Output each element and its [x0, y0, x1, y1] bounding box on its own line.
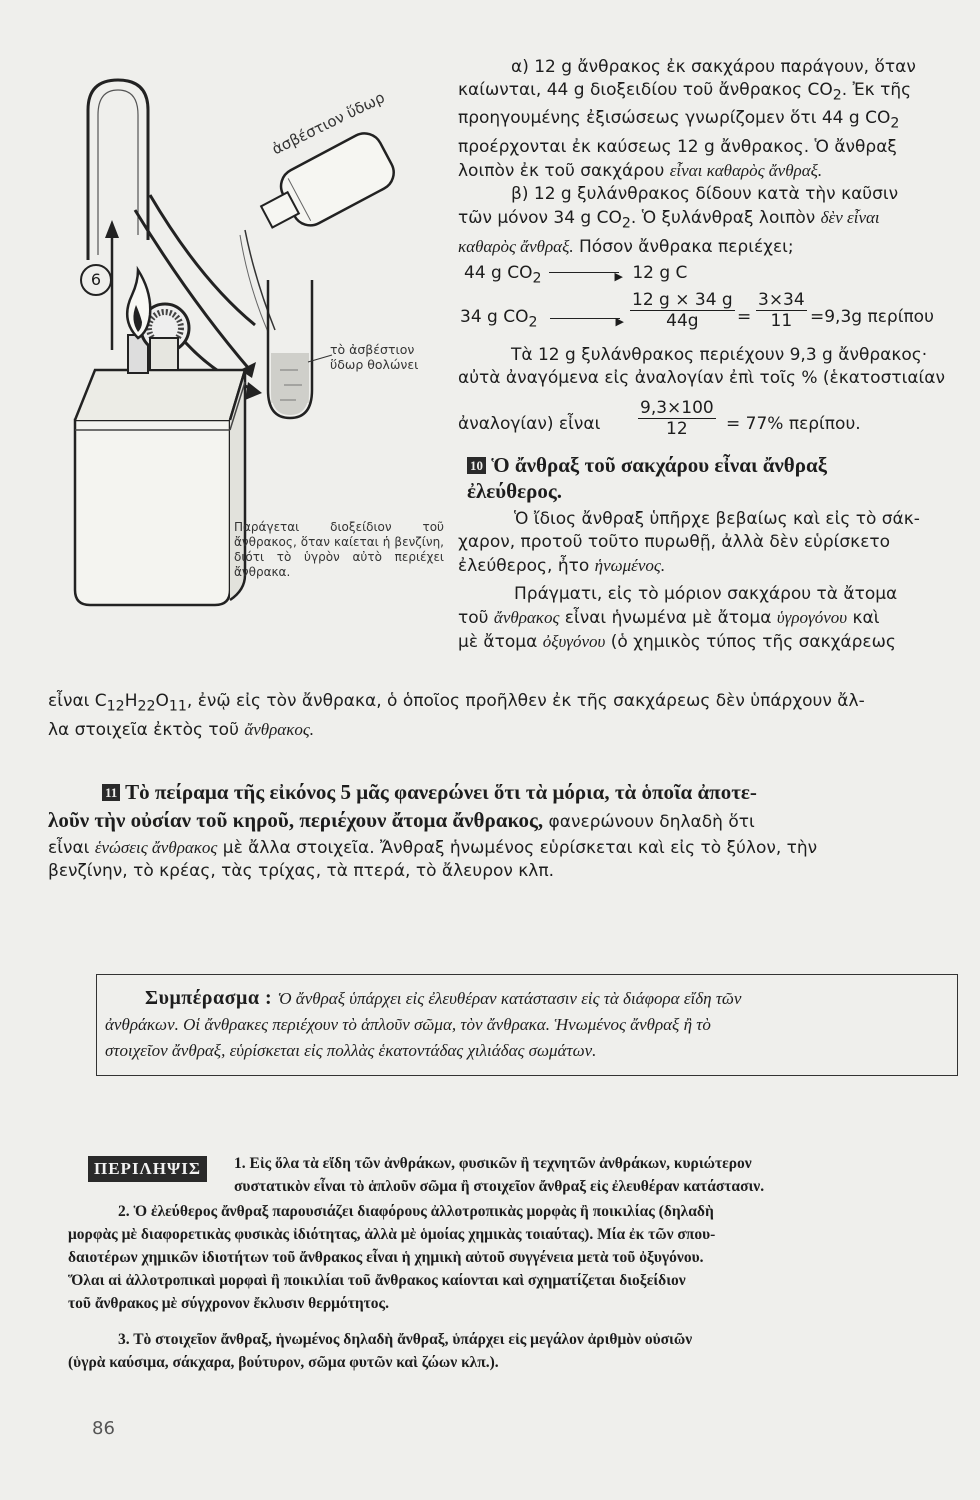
s10-line8-b: ἄνθρακος.	[244, 720, 315, 740]
s10-line5-e: καὶ	[847, 608, 880, 628]
label-lime-water-text: ἀσβέστιον ὕδωρ	[269, 88, 388, 159]
summary-item-1	[234, 1152, 969, 1198]
conclusion-box	[96, 974, 958, 1076]
para-a-line1: α) 12 g ἄνθρακος ἐκ σακχάρου παράγουν, ὅταν	[511, 57, 916, 77]
s10-line5-c: εἶναι ἡνωμένα μὲ ἄτομα	[559, 608, 777, 628]
equals-sign: =	[737, 307, 752, 327]
para-a-line2-end: . Ἐκ τῆς	[841, 80, 912, 100]
calc-row-2	[460, 290, 965, 340]
subscript: 2	[832, 87, 842, 104]
s10-line3	[458, 554, 965, 578]
para-b-line2-text: τῶν μόνον 34 g CO	[458, 208, 622, 228]
fraction-2-numerator: 3×34	[758, 290, 805, 310]
calc-row2-left: 34 g CO	[460, 307, 529, 327]
para-b-line1: β) 12 g ξυλάνθρακος δίδουν κατὰ τὴν καῦσιν	[511, 184, 899, 204]
calc-row1-right: 12 g C	[632, 263, 688, 283]
summary-label: ΠΕΡΙΛΗΨΙΣ	[88, 1156, 207, 1182]
arrow-right-icon: ▶	[549, 272, 619, 273]
s10-line7	[48, 690, 968, 718]
figure-number: 6	[90, 270, 102, 289]
summary-item-2	[68, 1200, 968, 1315]
para-a-line5	[458, 159, 963, 183]
paragraph-b	[458, 183, 963, 259]
para-c-line2: αὐτὰ ἀναγόμενα εἰς ἀναλογίαν ἐπὶ τοῖς % (ἑκατοστιαίαν	[458, 368, 945, 388]
fraction-2	[756, 290, 807, 331]
s10-line2: χαρον, προτοῦ τοῦτο πυρωθῇ, ἀλλὰ δὲν εὑρίσκετο	[458, 532, 891, 552]
arrow-right-icon: ▶	[550, 318, 620, 319]
s10-line6-b: ὀξυγόνου	[542, 632, 606, 651]
calc-row2-left-wrap	[460, 306, 538, 334]
summary-item-3-line1: 3. Τὸ στοιχεῖον ἄνθραξ, ἡνωμένος δηλαδὴ ἄνθραξ, ὑπάρχει εἰς μεγάλον ἀριθμὸν οὐσιῶν	[118, 1331, 693, 1348]
s11-line1	[48, 778, 968, 806]
para-c-line3-end: = 77% περίπου.	[726, 414, 861, 434]
conclusion-line1-text: Ὁ ἄνθραξ ὑπάρχει εἰς ἐλευθέραν κατάστασιν εἰς τὰ διάφορα εἴδη τῶν	[277, 989, 742, 1008]
para-b-line2-mid: . Ὁ ξυλάνθραξ λοιπὸν	[630, 208, 821, 228]
summary-item-3-line2: (ὑγρὰ καύσιμα, σάκχαρα, βούτυρον, σῶμα φυτῶν καὶ ζώων κλπ.).	[68, 1354, 499, 1371]
paragraph-a	[458, 56, 963, 183]
fraction-1-denominator: 44g	[666, 311, 699, 331]
s10-line6-a: μὲ ἄτομα	[458, 632, 543, 652]
s10-line7-a: εἶναι C	[48, 691, 107, 711]
fraction-percent-denominator: 12	[666, 419, 688, 439]
s10-line3-italic: ἡνωμένος.	[594, 556, 666, 575]
section-number-badge: 10	[467, 457, 486, 474]
section-10-heading	[467, 452, 967, 504]
summary-item-2-line3: δαιοτέρων χημικῶν ἰδιοτήτων τοῦ ἄνθρακος εἶναι ἡ χημικὴ αὐτοῦ συγγένεια μετὰ τοῦ ὀξυγόνου.	[68, 1249, 704, 1266]
conclusion-line2: ἀνθράκων. Οἱ ἄνθρακες περιέχουν τὸ ἁπλοῦν σῶμα, τὸν ἄνθρακα. Ἡνωμένος ἄνθραξ ἢ τὸ	[105, 1015, 711, 1034]
fraction-1	[630, 290, 735, 331]
s10-line6	[458, 630, 965, 654]
s11-line1-text: Τὸ πείραμα τῆς εἰκόνος 5 μᾶς φανερώνει ὅτι τὰ μόρια, τὰ ὁποῖα ἀποτε-	[125, 780, 757, 804]
s10-line1: Ὁ ἴδιος ἄνθραξ ὑπῆρχε βεβαίως καὶ εἰς τὸ σάκ-	[514, 509, 920, 529]
s11-line3	[48, 836, 968, 860]
s11-line2-bold: λοῦν τὴν οὐσίαν τοῦ κηροῦ, περιέχουν ἄτομα ἄνθρακος,	[48, 808, 544, 832]
para-b-line2	[458, 206, 963, 235]
s10-line7-b: H	[124, 691, 138, 711]
s11-line3-a: εἶναι	[48, 838, 95, 858]
figure-caption	[234, 520, 444, 580]
summary-item-3	[68, 1328, 968, 1374]
subscript: 2	[621, 215, 631, 232]
s11-line3-c: μὲ ἄλλα στοιχεῖα. Ἄνθραξ ἡνωμένος εὑρίσκεται καὶ εἰς τὸ ξύλον, τὴν	[217, 838, 818, 858]
summary-item-2-line4: Ὅλαι αἱ ἀλλοτροπικαὶ μορφαὶ ἢ ποικιλίαι τοῦ ἄνθρακος καίονται καὶ σχηματίζεται διοξείδιον	[68, 1272, 686, 1289]
s11-line2-normal: φανερώνουν δηλαδὴ ὅτι	[543, 812, 755, 832]
s10-line5	[458, 606, 965, 630]
s10-line3-text: ἐλεύθερος, ἦτο	[458, 556, 595, 576]
subscript: 22	[137, 698, 156, 715]
label-tube	[330, 342, 440, 372]
figure-number-badge	[80, 264, 112, 296]
para-a-line5-italic: εἶναι καθαρὸς ἄνθραξ.	[669, 160, 823, 180]
subscript: 2	[532, 270, 542, 287]
s10-line7-d: , ἐνῷ εἰς τὸν ἄνθρακα, ὁ ὁποῖος προῆλθεν ἐκ τῆς σακχάρεως δὲν ὑπάρχουν ἄλ-	[186, 691, 865, 711]
s10-line7-c: O	[155, 691, 169, 711]
summary-item-2-line5: τοῦ ἄνθρακος μὲ σύγχρονον ἔκλυσιν θερμότητος.	[68, 1295, 389, 1312]
section-10-title: Ὁ ἄνθραξ τοῦ σακχάρου εἶναι ἄνθραξ	[491, 453, 828, 477]
subscript: 11	[168, 698, 187, 715]
para-b-line2-italic: δὲν εἶναι	[820, 208, 880, 227]
para-a-line3	[458, 107, 963, 135]
s10-line8	[48, 718, 968, 742]
s10-line4: Πράγματι, εἰς τὸ μόριον σακχάρου τὰ ἄτομα	[514, 584, 898, 604]
fraction-2-denominator: 11	[770, 311, 793, 331]
section-11	[48, 778, 968, 883]
s11-line2	[48, 806, 968, 836]
conclusion-text	[105, 985, 945, 1064]
fraction-1-numerator: 12 g × 34 g	[632, 290, 733, 310]
section-10-body	[458, 508, 965, 654]
summary-item-2-line2: μορφὰς μὲ διαφορετικὰς φυσικὰς ἰδιότητας, ἀλλὰ μὲ ὁμοίας χημικὰς τοιαύτας). Μία ἐκ τῶν σπου-	[68, 1226, 716, 1243]
para-c-line3-text: ἀναλογίαν) εἶναι	[458, 414, 601, 434]
para-a-line4: προέρχονται ἐκ καύσεως 12 g ἄνθρακος. Ὁ ἄνθραξ	[458, 136, 897, 157]
para-a-line3-text: προηγουμένης ἐξισώσεως γνωρίζομεν ὅτι 44 g CO	[458, 108, 891, 129]
para-a-line2-text: καίωνται, 44 g διοξειδίου τοῦ ἄνθρακος CO	[458, 80, 833, 100]
calc-row1-left: 44 g CO	[464, 263, 533, 283]
para-a-line5-text: λοιπὸν ἐκ τοῦ σακχάρου	[458, 160, 670, 181]
s10-line5-b: ἄνθρακος	[493, 608, 560, 627]
conclusion-label: Συμπέρασμα :	[145, 987, 273, 1009]
label-tube-text: τὸ ἀσβέστιον ὕδωρ θολώνει	[330, 342, 419, 372]
para-b-line3-italic: καθαρὸς ἄνθραξ.	[458, 237, 574, 257]
fraction-percent-numerator: 9,3×100	[640, 398, 714, 418]
section-10-title-cont: ἐλεύθερος.	[467, 479, 562, 503]
s10-line8-a: λα στοιχεῖα ἐκτὸς τοῦ	[48, 720, 245, 741]
para-b-line3	[458, 235, 963, 259]
s10-line5-a: τοῦ	[458, 608, 494, 628]
paragraph-c	[458, 344, 963, 390]
conclusion-line1	[145, 985, 945, 1012]
figure-caption-text: Παράγεται διοξείδιον τοῦ ἄνθρακος, ὅταν καίεται ἡ βενζίνη, διότι τὸ ὑγρὸν αὐτὸ περιέχει ἄνθρακα.	[234, 520, 444, 579]
conclusion-line3: στοιχεῖον ἄνθραξ, εὑρίσκεται εἰς πολλὰς ἑκατοντάδας χιλιάδας σωμάτων.	[105, 1041, 597, 1060]
summary-item-1-line1: 1. Εἰς ὅλα τὰ εἴδη τῶν ἀνθράκων, φυσικῶν ἢ τεχνητῶν ἀνθράκων, κυριώτερον	[234, 1155, 752, 1172]
para-b-line3-text: Πόσον ἄνθρακα περιέχει;	[573, 237, 794, 258]
s11-line3-b: ἑνώσεις ἄνθρακος	[94, 838, 218, 857]
calc-result: =9,3g περίπου	[810, 307, 934, 327]
subscript: 2	[890, 115, 900, 132]
page-number-text: 86	[92, 1418, 115, 1439]
section-10-body-full	[48, 690, 968, 742]
para-a-line2	[458, 79, 963, 107]
s10-line6-c: (ὁ χημικὸς τύπος τῆς σακχάρεως	[605, 632, 896, 652]
s10-line5-d: ὑγρογόνου	[776, 608, 848, 627]
section-number-badge: 11	[102, 784, 120, 801]
fraction-percent	[638, 398, 716, 439]
calc-row-1	[464, 262, 964, 290]
subscript: 2	[528, 314, 538, 331]
para-c-line3	[458, 398, 963, 444]
para-c-line1: Τὰ 12 g ξυλάνθρακος περιέχουν 9,3 g ἄνθρακος·	[511, 345, 928, 365]
s11-line4: βενζίνην, τὸ κρέας, τὰς τρίχας, τὰ πτερά, τὸ ἄλευρον κλπ.	[48, 861, 554, 881]
summary-item-2-line1: 2. Ὁ ἐλεύθερος ἄνθραξ παρουσιάζει διαφόρους ἀλλοτροπικὰς μορφὰς ἢ ποικιλίας (δηλαδὴ	[118, 1203, 714, 1220]
subscript: 12	[106, 698, 125, 715]
page-number	[92, 1418, 115, 1439]
summary-item-1-line2: συστατικὸν εἶναι τὸ ἁπλοῦν σῶμα ἢ στοιχεῖον ἄνθραξ εἰς ἐλευθέραν κατάστασιν.	[234, 1178, 765, 1195]
